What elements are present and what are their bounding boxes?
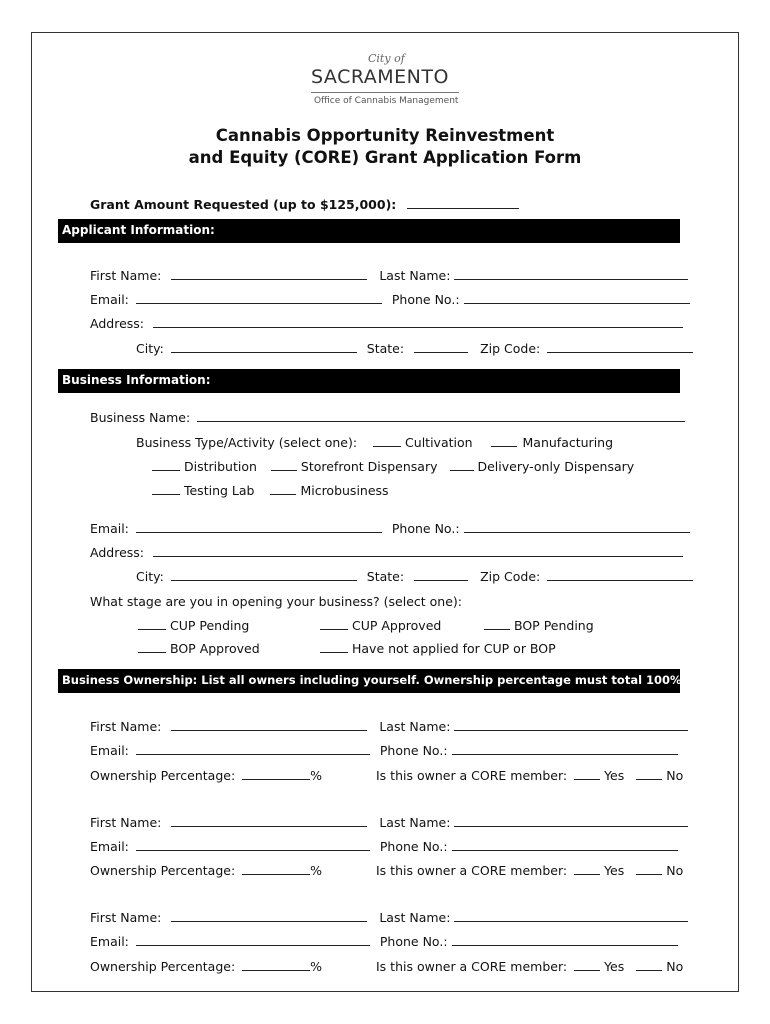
first-name-label: First Name: [90,910,162,925]
owner1-percentage-row [90,768,322,783]
business-contact-row [90,521,690,536]
microbusiness-checkbox[interactable] [270,483,296,495]
owner2-percentage-row [90,863,322,878]
owner3-contact-row [90,934,678,949]
business-state-field[interactable] [414,569,468,581]
email-label: Email: [90,743,129,758]
applicant-email-field[interactable] [136,292,382,304]
not-applied-checkbox[interactable] [320,641,348,653]
phone-label: Phone No.: [379,934,448,949]
city-label: City: [136,569,164,584]
no-label: No [666,768,684,783]
applicant-first-name-field[interactable] [171,268,367,280]
owner2-core-row [376,863,683,878]
owner3-email-field[interactable] [136,934,370,946]
owner1-phone-field[interactable] [452,743,678,755]
owner1-contact-row [90,743,678,758]
owner3-percentage-field[interactable] [242,959,310,971]
section-ownership-title: Business Ownership: List all owners including yourself. Ownership percentage must total 100% [62,673,682,687]
owner2-email-field[interactable] [136,839,370,851]
applicant-phone-field[interactable] [464,292,690,304]
delivery-checkbox[interactable] [450,459,474,471]
owner2-no-checkbox[interactable] [636,863,662,875]
form-title-line2: and Equity (CORE) Grant Application Form [188,148,582,167]
first-name-label: First Name: [90,719,162,734]
manufacturing-checkbox[interactable] [491,435,517,447]
yes-label: Yes [604,959,625,974]
distribution-checkbox[interactable] [152,459,180,471]
core-member-label: Is this owner a CORE member: [376,768,568,783]
applicant-contact-row [90,292,690,307]
percent-sign: % [310,768,323,783]
stage-cup-approved [320,618,441,633]
owner1-percentage-field[interactable] [242,768,310,780]
business-address-row [90,545,683,560]
cup-pending-label: CUP Pending [169,618,250,633]
city-label: City: [136,341,164,356]
stage-bop-pending [484,618,594,633]
stage-question: What stage are you in opening your business? (select one): [90,594,462,609]
owner3-no-checkbox[interactable] [636,959,662,971]
core-member-label: Is this owner a CORE member: [376,959,568,974]
business-zip-field[interactable] [547,569,693,581]
owner2-name-row [90,815,688,830]
business-email-field[interactable] [136,521,382,533]
cup-pending-checkbox[interactable] [138,618,166,630]
ownership-pct-label: Ownership Percentage: [90,768,236,783]
owner1-no-checkbox[interactable] [636,768,662,780]
address-label: Address: [90,545,144,560]
phone-label: Phone No.: [379,743,448,758]
cultivation-checkbox[interactable] [373,435,401,447]
business-type-row3 [152,483,389,498]
zip-label: Zip Code: [480,341,541,356]
zip-label: Zip Code: [480,569,541,584]
core-member-label: Is this owner a CORE member: [376,863,568,878]
manufacturing-label: Manufacturing [522,435,614,450]
owner3-core-row [376,959,683,974]
yes-label: Yes [604,863,625,878]
owner2-first-name-field[interactable] [171,815,367,827]
bop-pending-checkbox[interactable] [484,618,510,630]
section-applicant [58,219,680,243]
email-label: Email: [90,292,129,307]
stage-not-applied [320,641,556,656]
owner2-last-name-field[interactable] [454,815,688,827]
applicant-city-row [136,341,693,356]
applicant-last-name-field[interactable] [454,268,688,280]
state-label: State: [366,569,405,584]
grant-amount-label: Grant Amount Requested (up to $125,000): [90,197,397,212]
email-label: Email: [90,521,129,536]
applicant-zip-field[interactable] [547,341,693,353]
last-name-label: Last Name: [379,815,451,830]
storefront-checkbox[interactable] [271,459,297,471]
cup-approved-label: CUP Approved [351,618,442,633]
microbusiness-label: Microbusiness [300,483,389,498]
first-name-label: First Name: [90,815,162,830]
email-label: Email: [90,839,129,854]
bop-approved-checkbox[interactable] [138,641,166,653]
cup-approved-checkbox[interactable] [320,618,348,630]
percent-sign: % [310,863,323,878]
first-name-label: First Name: [90,268,162,283]
section-applicant-title: Applicant Information: [62,223,215,237]
owner1-core-row [376,768,683,783]
owner1-first-name-field[interactable] [171,719,367,731]
phone-label: Phone No.: [391,292,460,307]
business-type-row2 [152,459,634,474]
owner2-phone-field[interactable] [452,839,678,851]
logo-office: Office of Cannabis Management [314,96,459,106]
phone-label: Phone No.: [379,839,448,854]
applicant-address-row [90,316,683,331]
business-name-field[interactable] [197,410,685,422]
logo-city-of: City of [368,52,405,65]
state-label: State: [366,341,405,356]
section-business [58,369,680,393]
testing-lab-label: Testing Lab [183,483,255,498]
delivery-label: Delivery-only Dispensary [477,459,635,474]
owner2-yes-checkbox[interactable] [574,863,600,875]
owner3-first-name-field[interactable] [171,910,367,922]
owner1-last-name-field[interactable] [454,719,688,731]
applicant-name-row [90,268,688,283]
business-city-row [136,569,693,584]
owner3-name-row [90,910,688,925]
address-label: Address: [90,316,144,331]
grant-amount-field[interactable] [407,197,519,209]
business-name-row [90,410,685,425]
owner1-email-field[interactable] [136,743,370,755]
bop-pending-label: BOP Pending [513,618,594,633]
stage-bop-approved [138,641,260,656]
business-type-row1 [136,435,613,450]
applicant-state-field[interactable] [414,341,468,353]
owner1-name-row [90,719,688,734]
last-name-label: Last Name: [379,719,451,734]
grant-amount-row [90,197,519,212]
applicant-city-field[interactable] [171,341,357,353]
ownership-pct-label: Ownership Percentage: [90,863,236,878]
logo-rule [311,92,459,93]
phone-label: Phone No.: [391,521,460,536]
owner2-contact-row [90,839,678,854]
not-applied-label: Have not applied for CUP or BOP [351,641,556,656]
bop-approved-label: BOP Approved [169,641,260,656]
ownership-pct-label: Ownership Percentage: [90,959,236,974]
owner1-yes-checkbox[interactable] [574,768,600,780]
owner3-last-name-field[interactable] [454,910,688,922]
logo-city-name: SACRAMENTO [311,66,449,88]
cultivation-label: Cultivation [405,435,473,450]
section-ownership [58,669,680,693]
business-name-label: Business Name: [90,410,191,425]
owner3-percentage-row [90,959,322,974]
no-label: No [666,959,684,974]
last-name-label: Last Name: [379,268,451,283]
last-name-label: Last Name: [379,910,451,925]
testing-lab-checkbox[interactable] [152,483,180,495]
applicant-address-field[interactable] [153,316,683,328]
distribution-label: Distribution [183,459,257,474]
storefront-label: Storefront Dispensary [300,459,438,474]
business-address-field[interactable] [153,545,683,557]
business-type-label: Business Type/Activity (select one): [136,435,358,450]
percent-sign: % [310,959,323,974]
form-title-line1: Cannabis Opportunity Reinvestment [215,126,555,145]
business-city-field[interactable] [171,569,357,581]
section-business-title: Business Information: [62,373,211,387]
owner2-percentage-field[interactable] [242,863,310,875]
owner3-yes-checkbox[interactable] [574,959,600,971]
stage-row1 [138,618,249,633]
owner3-phone-field[interactable] [452,934,678,946]
email-label: Email: [90,934,129,949]
no-label: No [666,863,684,878]
business-phone-field[interactable] [464,521,690,533]
yes-label: Yes [604,768,625,783]
